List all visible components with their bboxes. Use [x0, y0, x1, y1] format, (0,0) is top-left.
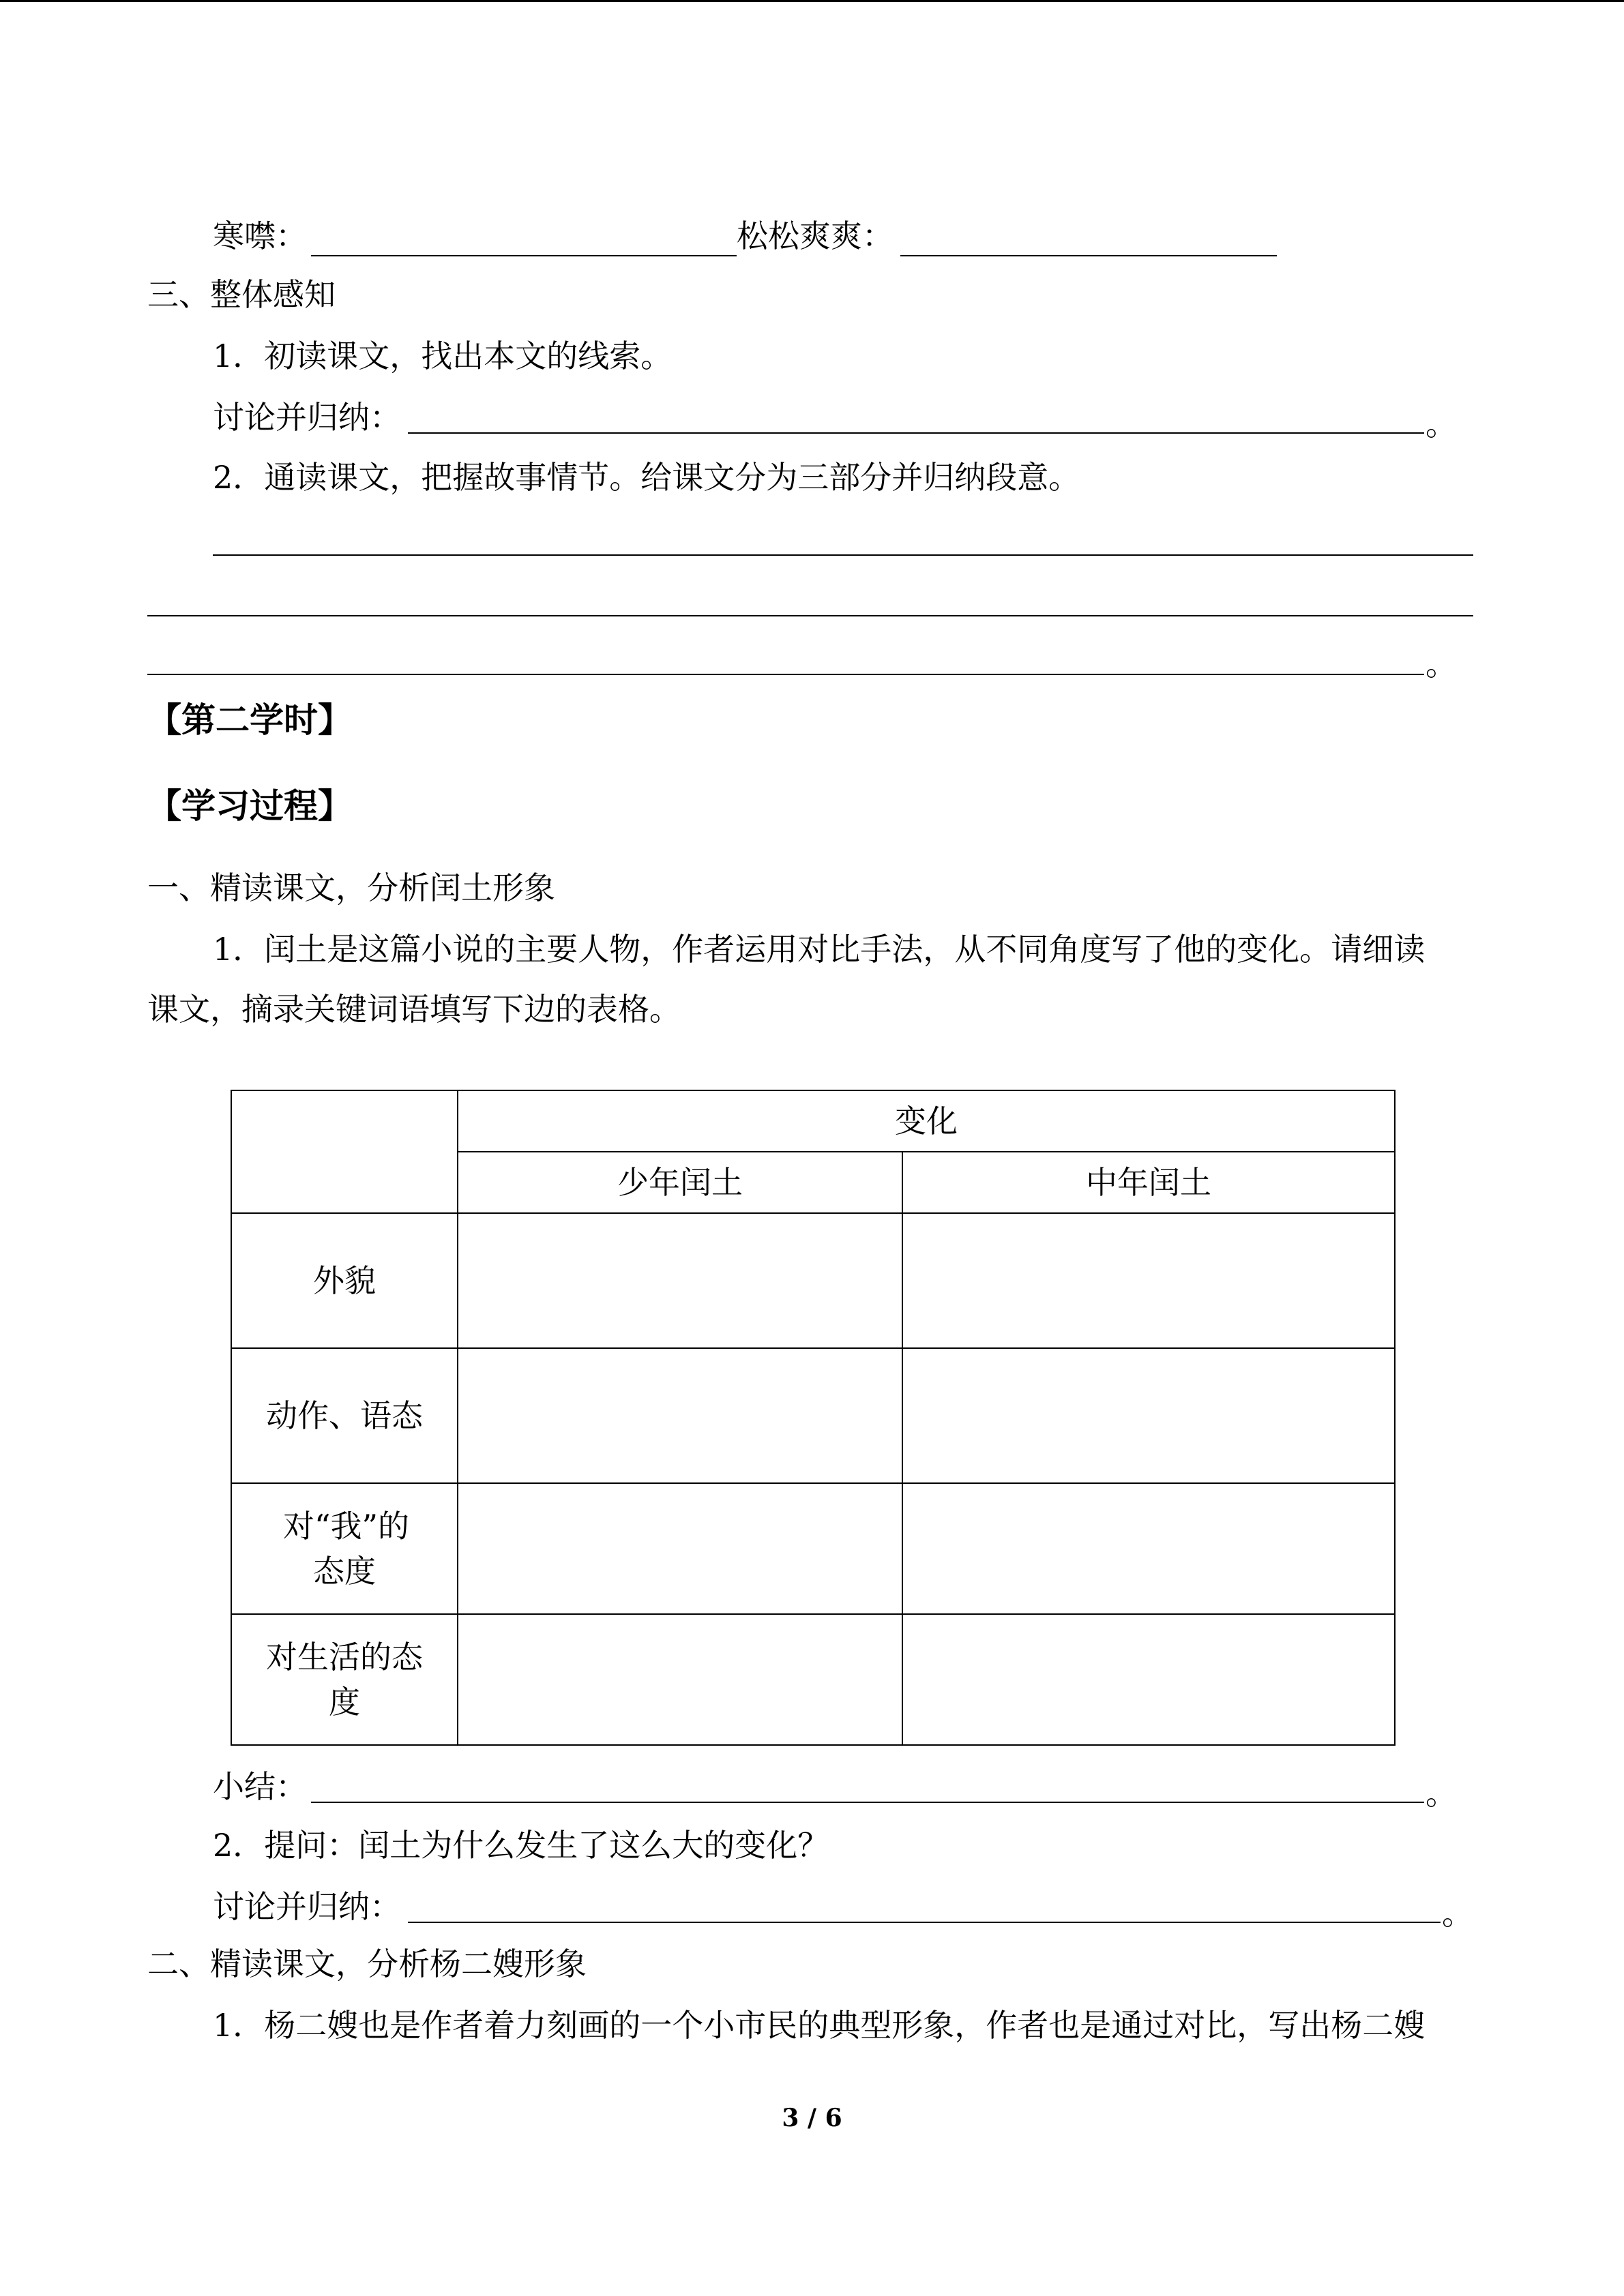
part-2-title: 二、精读课文，分析杨二嫂形象: [147, 1945, 587, 1982]
table-row-label-actions: 动作、语态: [231, 1348, 458, 1483]
period-mark: 。: [1442, 1895, 1473, 1932]
table-row-label-attitude-to-life: [231, 1614, 458, 1745]
summary-blank[interactable]: [311, 1802, 1424, 1803]
runtu-comparison-table: [231, 1090, 1396, 1746]
table-row-label-attitude-to-me-text: 对“我”的态度: [283, 1508, 410, 1590]
table-header-young-runtu: 少年闰土: [458, 1152, 902, 1213]
period-mark: 。: [1426, 646, 1457, 683]
heading-learning-process: 【学习过程】: [147, 786, 352, 826]
page-top-border: [0, 0, 1624, 2]
answer-line-2[interactable]: [147, 615, 1473, 616]
table-row-label-appearance: 外貌: [231, 1213, 458, 1348]
table-cell-young-attitude-to-me[interactable]: [458, 1483, 902, 1614]
vocab-blank-1[interactable]: [311, 255, 737, 256]
period-mark: 。: [1426, 406, 1457, 443]
discuss-label-2: 讨论并归纳：: [213, 1888, 401, 1925]
table-corner-cell: [231, 1090, 458, 1213]
period-mark: 。: [1426, 1775, 1457, 1812]
table-cell-young-appearance[interactable]: [458, 1213, 902, 1348]
table-cell-middle-attitude-to-life[interactable]: [902, 1614, 1395, 1745]
section-3-title: 三、整体感知: [147, 276, 336, 313]
summary-label: 小结：: [213, 1768, 307, 1805]
table-header-middle-aged-runtu: 中年闰土: [902, 1152, 1395, 1213]
heading-second-period: 【第二学时】: [147, 700, 352, 740]
table-cell-middle-attitude-to-me[interactable]: [902, 1483, 1395, 1614]
discuss-blank[interactable]: [408, 432, 1424, 434]
part-1-question-1-line-2: 课文，摘录关键词语填写下边的表格。: [147, 991, 681, 1028]
table-header-change: 变化: [458, 1090, 1395, 1152]
table-row-label-attitude-to-life-text: 对生活的态度: [266, 1639, 423, 1720]
answer-line-1[interactable]: [213, 554, 1473, 556]
table-cell-young-attitude-to-life[interactable]: [458, 1614, 902, 1745]
discuss-blank-2[interactable]: [408, 1922, 1441, 1923]
section-3-question-2: 2．通读课文，把握故事情节。给课文分为三部分并归纳段意。: [213, 459, 1080, 496]
part-1-question-2: 2．提问：闰土为什么发生了这么大的变化？: [213, 1827, 829, 1864]
table-cell-middle-appearance[interactable]: [902, 1213, 1395, 1348]
table-cell-young-actions[interactable]: [458, 1348, 902, 1483]
discuss-label: 讨论并归纳：: [213, 399, 401, 436]
answer-line-3[interactable]: [147, 674, 1424, 675]
vocab-blank-2[interactable]: [900, 255, 1277, 256]
table-cell-middle-actions[interactable]: [902, 1348, 1395, 1483]
vocab-word-songsong: 松松爽爽：: [737, 218, 894, 254]
table-row-label-attitude-to-me: [231, 1483, 458, 1614]
page-number: 3 / 6: [782, 2104, 842, 2132]
part-1-question-1-line-1: 1．闰土是这篇小说的主要人物，作者运用对比手法，从不同角度写了他的变化。请细读: [213, 931, 1426, 968]
part-1-title: 一、精读课文，分析闰土形象: [147, 869, 555, 906]
vocab-word-hanjin: 寒噤：: [213, 218, 307, 254]
part-2-question-1-line-1: 1．杨二嫂也是作者着力刻画的一个小市民的典型形象，作者也是通过对比，写出杨二嫂: [213, 2007, 1426, 2044]
section-3-question-1: 1．初读课文，找出本文的线索。: [213, 338, 673, 374]
